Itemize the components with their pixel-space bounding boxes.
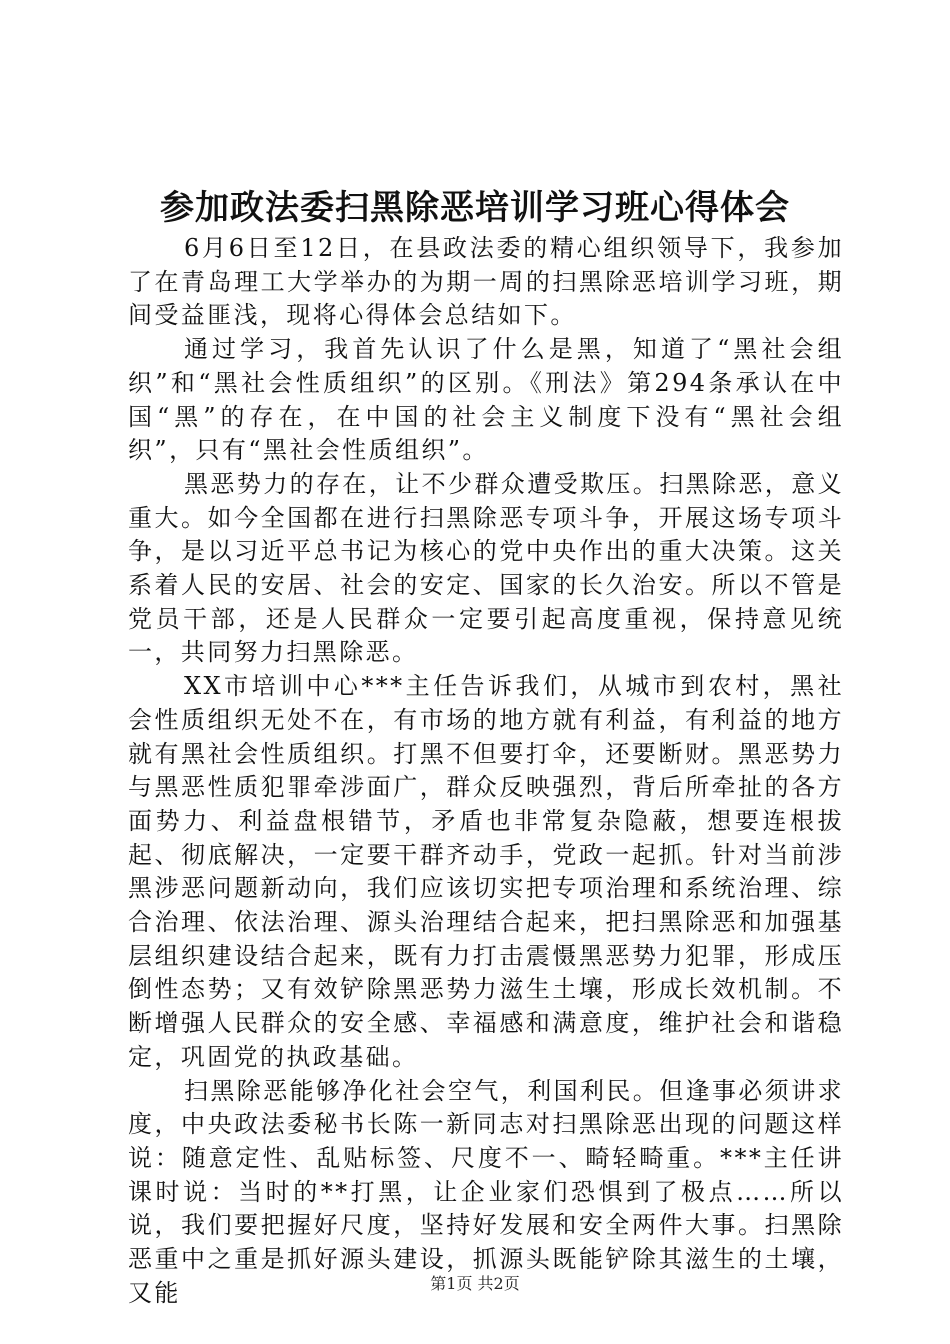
document-title: 参加政法委扫黑除恶培训学习班心得体会 (160, 188, 790, 228)
paragraph-3: 黑恶势力的存在，让不少群众遭受欺压。扫黑除恶，意义重大。如今全国都在进行扫黑除恶专项斗争，开展这场专项斗争，是以习近平总书记为核心的党中央作出的重大决策。这关系着人民的安居、社会的安定、国家的长久治安。所以不管是党员干部，还是人民群众一定要引起高度重视，保持意见统一，共同努力扫黑除恶。 (128, 469, 844, 667)
paragraph-5: 扫黑除恶能够净化社会空气，利国利民。但逢事必须讲求度，中央政法委秘书长陈一新同志对扫黑除恶出现的问题这样说：随意定性、乱贴标签、尺度不一、畸轻畸重。***主任讲课时说：当时的**打黑，让企业家们恐惧到了极点……所以说，我们要把握好尺度，坚持好发展和安全两件大事。扫黑除恶重中之重是抓好源头建设，抓源头既能铲除其滋生的土壤，又能 (128, 1076, 844, 1307)
paragraph-1: 6月6日至12日，在县政法委的精心组织领导下，我参加了在青岛理工大学举办的为期一周的扫黑除恶培训学习班，期间受益匪浅，现将心得体会总结如下。 (128, 234, 844, 330)
paragraph-4: XX市培训中心***主任告诉我们，从城市到农村，黑社会性质组织无处不在，有市场的地方就有利益，有利益的地方就有黑社会性质组织。打黑不但要打伞，还要断财。黑恶势力与黑恶性质犯罪牵涉面广，群众反映强烈，背后所牵扯的各方面势力、利益盘根错节，矛盾也非常复杂隐蔽，想要连根拔起、彻底解决，一定要干群齐动手，党政一起抓。针对当前涉黑涉恶问题新动向，我们应该切实把专项治理和系统治理、综合治理、依法治理、源头治理结合起来，把扫黑除恶和加强基层组织建设结合起来，既有力打击震慑黑恶势力犯罪，形成压倒性态势；又有效铲除黑恶势力滋生土壤，形成长效机制。不断增强人民群众的安全感、幸福感和满意度，维护社会和谐稳定，巩固党的执政基础。 (128, 672, 844, 1071)
page-footer: 第1页 共2页 (430, 1274, 520, 1293)
document-body (128, 232, 844, 1311)
paragraph-2: 通过学习，我首先认识了什么是黑，知道了“黑社会组织”和“黑社会性质组织”的区别。《刑法》第294条承认在中国“黑”的存在，在中国的社会主义制度下没有“黑社会组织”，只有“黑社会性质组织”。 (128, 335, 844, 465)
